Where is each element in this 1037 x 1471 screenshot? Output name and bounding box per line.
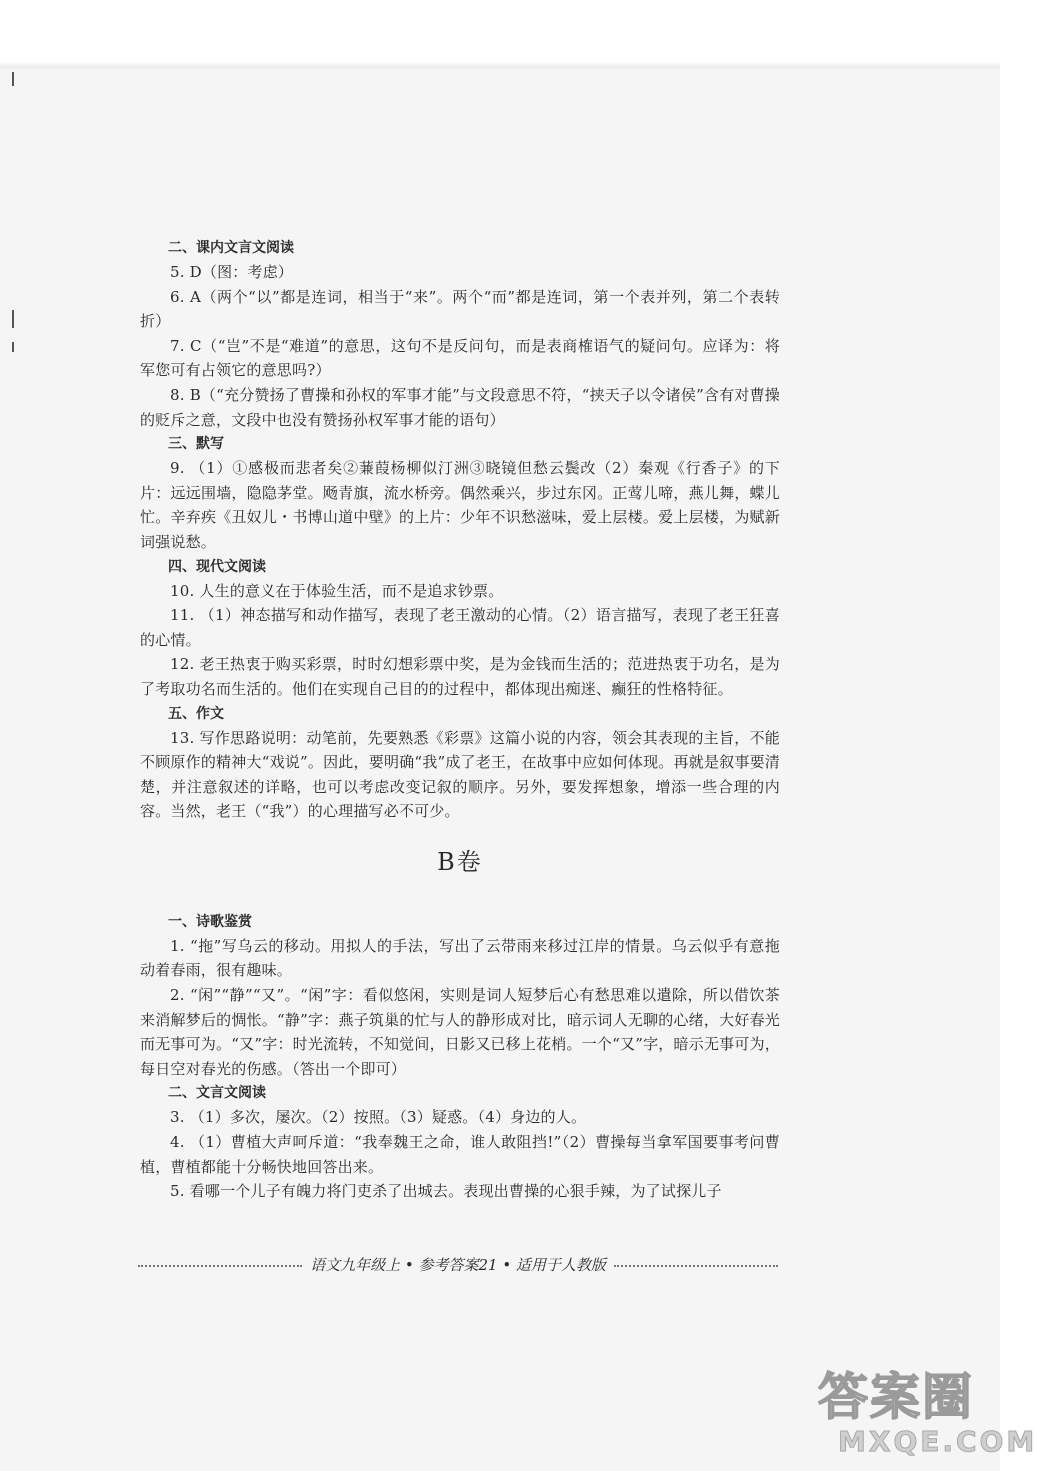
watermark-logo bbox=[818, 1368, 1037, 1468]
answer-paragraph: 3. （1）多次，屡次。（2）按照。（3）疑惑。（4）身边的人。 bbox=[170, 1108, 587, 1127]
volume-a-sections bbox=[140, 236, 780, 824]
section-heading: 二、课内文言文阅读 bbox=[168, 240, 294, 256]
volume-b-title: B卷 bbox=[437, 847, 483, 876]
page-footer bbox=[138, 1254, 778, 1275]
section-heading: 五、作文 bbox=[168, 705, 224, 722]
scan-edge-mark bbox=[12, 310, 14, 328]
section-heading: 二、文言文阅读 bbox=[168, 1085, 266, 1102]
answer-paragraph: 1. “拖”写乌云的移动。用拟人的手法，写出了云带雨来移过江岸的情景。乌云似乎有意拖动着春雨，很有趣味。 bbox=[140, 936, 780, 980]
answer-paragraph: 9. （1）①感极而悲者矣②蒹葭杨柳似汀洲③晓镜但愁云鬓改（2）秦观《行香子》的下片：远远围墙，隐隐茅堂。飏青旗，流水桥旁。偶然乘兴，步过东冈。正莺儿啼，燕儿舞，蝶儿忙。辛弃疾《丑奴儿・书博山道中壁》的上片：少年不识愁滋味，爱上层楼。爱上层楼，为赋新词强说愁。 bbox=[140, 459, 780, 551]
answer-paragraph: 5. D（图：考虑） bbox=[170, 263, 294, 281]
answer-paragraph: 2. “闲”“静”“又”。“闲”字：看似悠闲，实则是词人短梦后心有愁思难以遣除，所以借饮茶来消解梦后的惆怅。“静”字：燕子筑巢的忙与人的静形成对比，暗示词人无聊的心绪，大好春光而无事可为。“又”字：时光流转，不知觉间，日影又已移上花梢。一个“又”字，暗示无事可为，每日空对春光的伤感。（答出一个即可） bbox=[140, 986, 780, 1078]
watermark-title: 答案圈 bbox=[818, 1368, 974, 1426]
volume-b-sections bbox=[140, 910, 780, 1204]
footer-dotted-rule bbox=[614, 1265, 778, 1267]
answer-paragraph: 11. （1）神态描写和动作描写，表现了老王激动的心情。（2）语言描写，表现了老王狂喜的心情。 bbox=[140, 606, 780, 649]
answer-paragraph: 4. （1）曹植大声呵斥道：“我奉魏王之命，谁人敢阻挡!”（2）曹操每当拿军国要事考问曹植，曹植都能十分畅快地回答出来。 bbox=[140, 1133, 780, 1176]
scan-edge-mark bbox=[12, 72, 14, 86]
answer-content bbox=[140, 236, 780, 1204]
section-heading: 一、诗歌鉴赏 bbox=[168, 913, 252, 930]
watermark-url: MXQE.COM bbox=[838, 1425, 1037, 1458]
section-heading: 三、默写 bbox=[168, 436, 224, 453]
answer-paragraph: 13. 写作思路说明：动笔前，先要熟悉《彩票》这篇小说的内容，领会其表现的主旨，不能不顾原作的精神大“戏说”。因此，要明确“我”成了老王，在故事中应如何体现。再就是叙事要清楚，并注意叙述的详略，也可以考虑改变记叙的顺序。另外，要发挥想象，增添一些合理的内容。当然，老王（“我”）的心理描写必不可少。 bbox=[140, 728, 780, 821]
scan-margin-top bbox=[0, 0, 1000, 68]
answer-paragraph: 8. B（“充分赞扬了曹操和孙权的军事才能”与文段意思不符，“挟天子以令诸侯”含有对曹操的贬斥之意，文段中也没有赞扬孙权军事才能的语句） bbox=[140, 385, 780, 429]
footer-text: 语文九年级上 • 参考答案21 • 适用于人教版 bbox=[310, 1256, 606, 1274]
answer-paragraph: 12. 老王热衷于购买彩票，时时幻想彩票中奖，是为金钱而生活的；范进热衷于功名，是为了考取功名而生活的。他们在实现自己目的的过程中，都体现出痴迷、癫狂的性格特征。 bbox=[140, 655, 780, 698]
answer-paragraph: 5. 看哪一个儿子有魄力将门吏杀了出城去。表现出曹操的心狠手辣，为了试探儿子 bbox=[170, 1182, 722, 1201]
answer-paragraph: 6. A（两个“以”都是连词，相当于“来”。两个“而”都是连词，第一个表并列，第二个表转折） bbox=[140, 287, 780, 331]
answer-paragraph: 10. 人生的意义在于体验生活，而不是追求钞票。 bbox=[170, 581, 504, 600]
footer-dotted-rule bbox=[138, 1265, 302, 1267]
answer-paragraph: 7. C（“岂”不是“难道”的意思，这句不是反问句，而是表商榷语气的疑问句。应译为：将军您可有占领它的意思吗?） bbox=[140, 336, 780, 380]
section-heading: 四、现代文阅读 bbox=[168, 558, 266, 575]
scan-edge-mark bbox=[12, 342, 14, 352]
